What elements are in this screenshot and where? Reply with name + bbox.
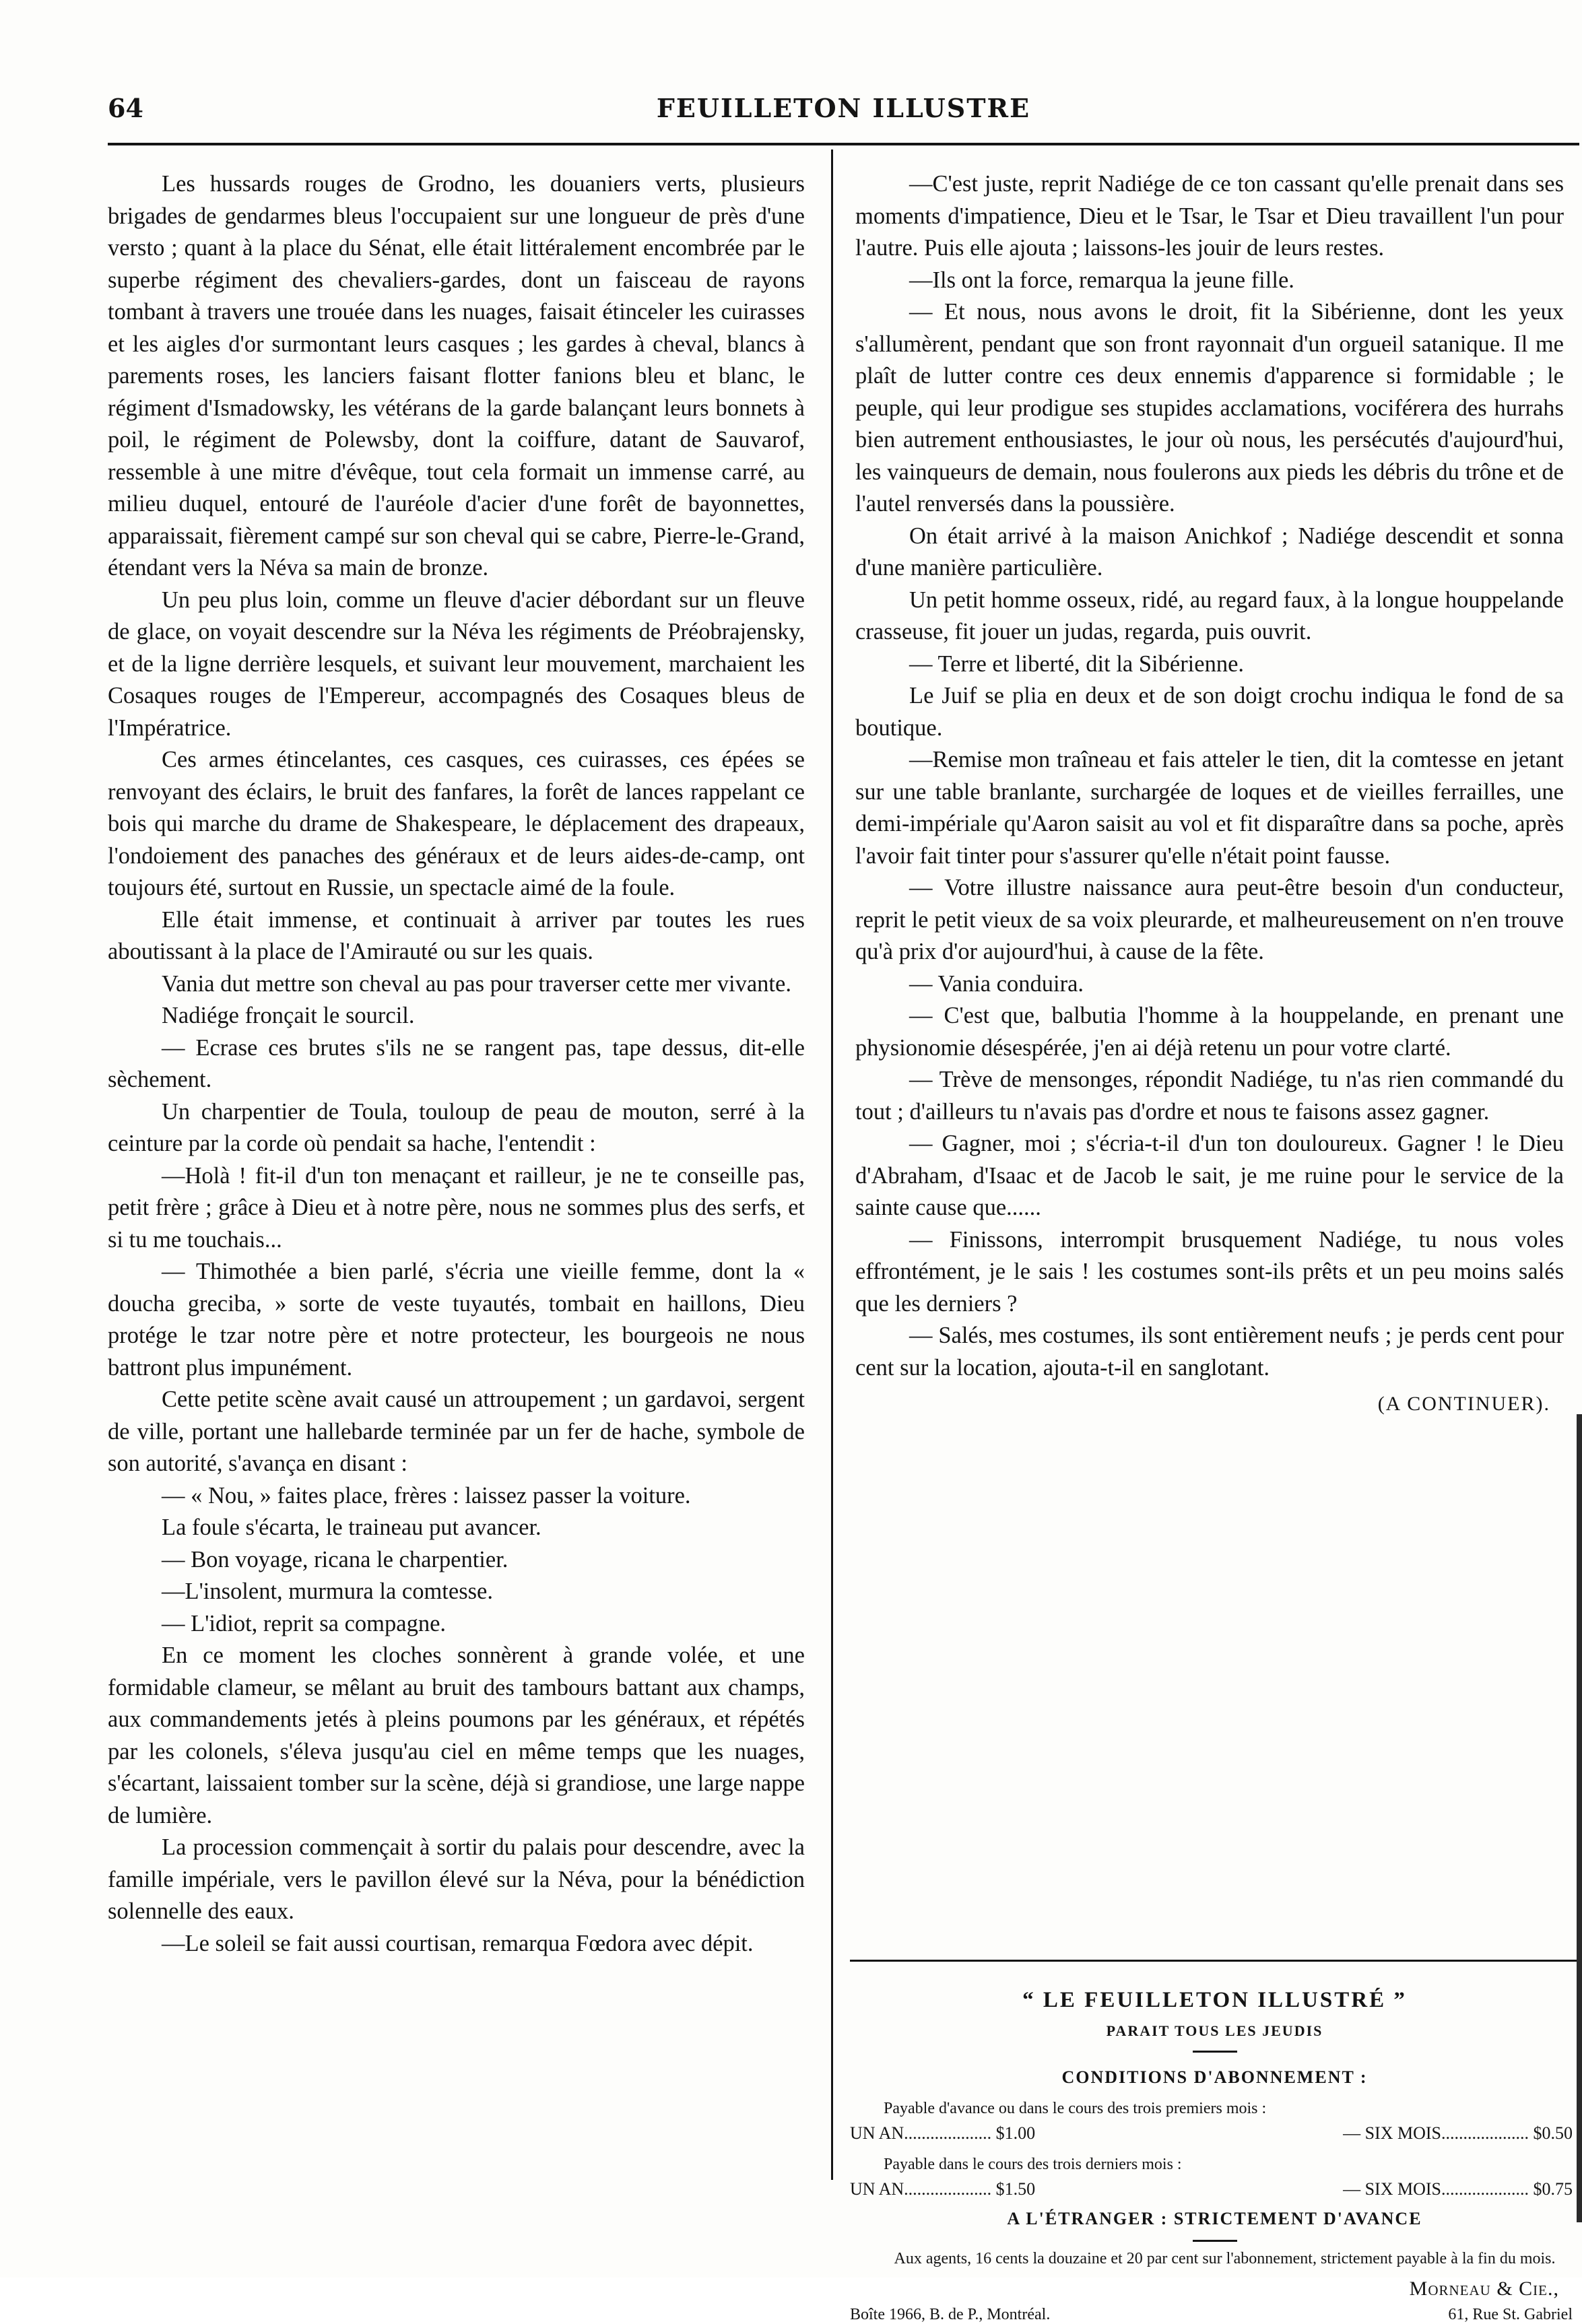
- late-note: Payable dans le cours des trois derniers mois :: [884, 2156, 1182, 2173]
- column-divider: [831, 150, 833, 2180]
- paragraph: La foule s'écarta, le traineau put avancer.: [162, 1515, 541, 1540]
- paragraph: —Ils ont la force, remarqua la jeune fille.: [909, 267, 1294, 293]
- publisher-addresses: [850, 2306, 1579, 2324]
- paragraph: — Trève de mensonges, répondit Nadiége, tu n'as rien commandé du tout ; d'ailleurs tu n'avais pas d'ordre et nous te faisons assez gagner.: [855, 1067, 1564, 1125]
- paragraph: — L'idiot, reprit sa compagne.: [162, 1610, 447, 1636]
- left-column: [108, 168, 805, 1960]
- publisher-name: Morneau & Cie.,: [1409, 2278, 1559, 2300]
- paragraph: — Salés, mes costumes, ils sont entièrement neufs ; je perds cent pour cent sur la location, ajouta-t-il en sanglotant.: [855, 1323, 1564, 1381]
- paragraph: —L'insolent, murmura la comtesse.: [162, 1579, 493, 1604]
- paragraph: Vania dut mettre son cheval au pas pour traverser cette mer vivante.: [162, 970, 791, 997]
- advance-prices: [850, 2123, 1579, 2144]
- paragraph: On était arrivé à la maison Anichkof ; Nadiége descendit et sonna d'une manière particulière.: [855, 523, 1564, 580]
- late-prices: [850, 2179, 1579, 2199]
- paragraph: — Bon voyage, ricana le charpentier.: [162, 1546, 508, 1572]
- to-be-continued: (A CONTINUER).: [1377, 1393, 1550, 1415]
- conditions-heading: CONDITIONS D'ABONNEMENT :: [1061, 2067, 1368, 2087]
- right-column: [855, 168, 1564, 1420]
- box-subtitle: PARAIT TOUS LES JEUDIS: [1106, 2022, 1323, 2039]
- advance-six-month-price: — SIX MOIS.................... $0.50: [1343, 2123, 1573, 2143]
- paragraph: Un peu plus loin, comme un fleuve d'acier débordant sur un fleuve de glace, on voyait descendre sur la Néva les régiments de Préobrajensky, et de la ligne derrière lesquels, et suivant leur mouvement, marchaient les Cosaques rouges de l'Empereur, accompagnés des Cosaques bleus de l'Impératrice.: [108, 587, 805, 741]
- late-year-price: UN AN.................... $1.50: [850, 2179, 1036, 2199]
- advance-year-price: UN AN.................... $1.00: [850, 2123, 1036, 2143]
- street-address: 61, Rue St. Gabriel: [1448, 2306, 1573, 2323]
- paragraph: — Finissons, interrompit brusquement Nadiége, tu nous voles effrontément, je le sais ! les costumes sont-ils prêts et un peu moins salés que les derniers ?: [855, 1226, 1564, 1317]
- paragraph: Ces armes étincelantes, ces casques, ces cuirasses, ces épées se renvoyant des éclairs, le bruit des fanfares, la forêt de lances rappelant ce bois qui marche du drame de Shakespeare, le déplacement des drapeaux, l'ondoiement des panaches des généraux et de leurs aides-de-camp, ont toujours été, surtout en Russie, un spectacle aimé de la foule.: [108, 747, 805, 900]
- paragraph: — Gagner, moi ; s'écria-t-il d'un ton douloureux. Gagner ! le Dieu d'Abraham, d'Isaac et de Jacob le sait, je me ruine pour le service de la sainte cause que......: [855, 1131, 1564, 1220]
- foreign-terms: A L'ÉTRANGER : STRICTEMENT D'AVANCE: [1007, 2209, 1422, 2228]
- advance-note: Payable d'avance ou dans le cours des trois premiers mois :: [884, 2100, 1267, 2117]
- paragraph: — Votre illustre naissance aura peut-être besoin d'un conducteur, reprit le petit vieux de sa voix pleurarde, et malheureusement on n'en trouve qu'à prix d'or aujourd'hui, à cause de la fête.: [855, 875, 1564, 964]
- paragraph: —Holà ! fit-il d'un ton menaçant et railleur, je ne te conseille pas, petit frère ; grâce à Dieu et à notre père, nous ne sommes plus des serfs, et si tu me touchais...: [108, 1162, 805, 1253]
- paragraph: — Terre et liberté, dit la Sibérienne.: [909, 651, 1245, 677]
- paragraph: — Et nous, nous avons le droit, fit la Sibérienne, dont les yeux s'allumèrent, pendant que son front rayonnait d'un orgueil satanique. Il me plaît de lutter contre ces deux ennemis d'apparence si formidable ; le peuple, qui leur prodigue ses stupides acclamations, vociférera des hurrahs bien autrement enthousiastes, le jour où nous, les persécutés d'aujourd'hui, les vainqueurs de demain, nous foulerons aux pieds les débris du trône et de l'autel renversés dans la poussière.: [855, 299, 1564, 517]
- paragraph: — Ecrase ces brutes s'ils ne se rangent pas, tape dessus, dit-elle sèchement.: [108, 1034, 805, 1092]
- paragraph: Elle était immense, et continuait à arriver par toutes les rues aboutissant à la place de l'Amirauté ou sur les quais.: [108, 906, 805, 964]
- paragraph: Un charpentier de Toula, touloup de peau de mouton, serré à la ceinture par la corde où pendait sa hache, l'entendit :: [108, 1098, 805, 1156]
- page-header: [108, 93, 1579, 133]
- paragraph: —Le soleil se fait aussi courtisan, remarqua Fœdora avec dépit.: [162, 1930, 754, 1956]
- header-rule: [108, 143, 1579, 145]
- divider: [1193, 2051, 1237, 2053]
- paragraph: Cette petite scène avait causé un attroupement ; un gardavoi, sergent de ville, portant une hallebarde terminée par un fer de hache, symbole de son autorité, s'avança en disant :: [108, 1387, 805, 1476]
- divider: [1193, 2240, 1237, 2242]
- box-title: “ LE FEUILLETON ILLUSTRÉ ”: [1022, 1988, 1407, 2012]
- paragraph: La procession commençait à sortir du palais pour descendre, avec la famille impériale, vers le pavillon élevé sur la Néva, pour la bénédiction solennelle des eaux.: [108, 1834, 805, 1924]
- page-number: 64: [108, 93, 143, 123]
- paragraph: —Remise mon traîneau et fais atteler le tien, dit la comtesse en jetant sur une table branlante, surchargée de loques et de vieilles ferrailles, une demi-impériale qu'Aaron saisit au vol et fit disparaître dans sa poche, après l'avoir fait tinter pour s'assurer qu'elle n'était point fausse.: [855, 747, 1564, 869]
- running-title: FEUILLETON ILLUSTRE: [656, 93, 1031, 123]
- paragraph: — C'est que, balbutia l'homme à la houppelande, en prenant une physionomie désespérée, j'en ai déjà retenu un pour votre clarté.: [855, 1003, 1564, 1061]
- paragraph: — « Nou, » faites place, frères : laissez passer la voiture.: [162, 1482, 691, 1508]
- paragraph: En ce moment les cloches sonnèrent à grande volée, et une formidable clameur, se mêlant au bruit des tambours battant aux champs, aux commandements jetés à pleins poumons par les généraux, et répétés par les colonels, s'éleva jusqu'au ciel en même temps que les nuages, s'écartant, laissaient tomber sur la scène, déjà si grandiose, une large nappe de lumière.: [108, 1642, 805, 1828]
- box-top-rule: [850, 1960, 1579, 1962]
- paragraph: Le Juif se plia en deux et de son doigt crochu indiqua le fond de sa boutique.: [855, 683, 1564, 741]
- paragraph: Un petit homme osseux, ridé, au regard faux, à la longue houppelande crasseuse, fit jouer un judas, regarda, puis ouvrit.: [855, 587, 1564, 644]
- paragraph: Les hussards rouges de Grodno, les douaniers verts, plusieurs brigades de gendarmes bleus l'occupaient sur une longueur de près d'une versto ; quant à la place du Sénat, elle était littéralement encombrée par le superbe régiment des chevaliers-gardes, dont un faisceau de rayons tombant à travers une trouée dans les nuages, faisait étinceler les cuirasses et les aigles d'or surmontant leurs casques ; les gardes à cheval, blancs à parements roses, les lanciers faisant flotter fanions bleu et blanc, le régiment d'Ismadowsky, les vétérans de la garde balançant leurs bonnets à poil, le régiment de Polewsby, dont la coiffure, datant de Sauvarof, ressemble à une mitre d'évêque, tout cela formait un immense carré, au milieu duquel, entouré de l'auréole d'acier d'une forêt de bayonnettes, apparaissait, fièrement campé sur son cheval qui se cabre, Pierre-le-Grand, étendant vers la Néva sa main de bronze.: [108, 171, 805, 580]
- paragraph: — Thimothée a bien parlé, s'écria une vieille femme, dont la « doucha greciba, » sorte de veste tuyautés, tombait en haillons, Dieu protége le tzar notre père et notre protecteur, les bourgeois ne nous battront plus impunément.: [108, 1259, 805, 1381]
- postal-box-address: Boîte 1966, B. de P., Montréal.: [850, 2306, 1051, 2323]
- paragraph: Nadiége fronçait le sourcil.: [162, 1003, 415, 1028]
- paragraph: — Vania conduira.: [909, 970, 1084, 997]
- page-edge-shadow: [1577, 1414, 1582, 2222]
- late-six-month-price: — SIX MOIS.................... $0.75: [1343, 2179, 1573, 2199]
- agents-terms: Aux agents, 16 cents la douzaine et 20 par cent sur l'abonnement, strictement payable à la fin du mois.: [894, 2250, 1556, 2267]
- subscription-box: [850, 1979, 1579, 2324]
- paragraph: —C'est juste, reprit Nadiége de ce ton cassant qu'elle prenait dans ses moments d'impatience, Dieu et le Tsar, le Tsar et Dieu travaillent l'un pour l'autre. Puis elle ajouta ; laissons-les jouir de leurs restes.: [855, 171, 1564, 261]
